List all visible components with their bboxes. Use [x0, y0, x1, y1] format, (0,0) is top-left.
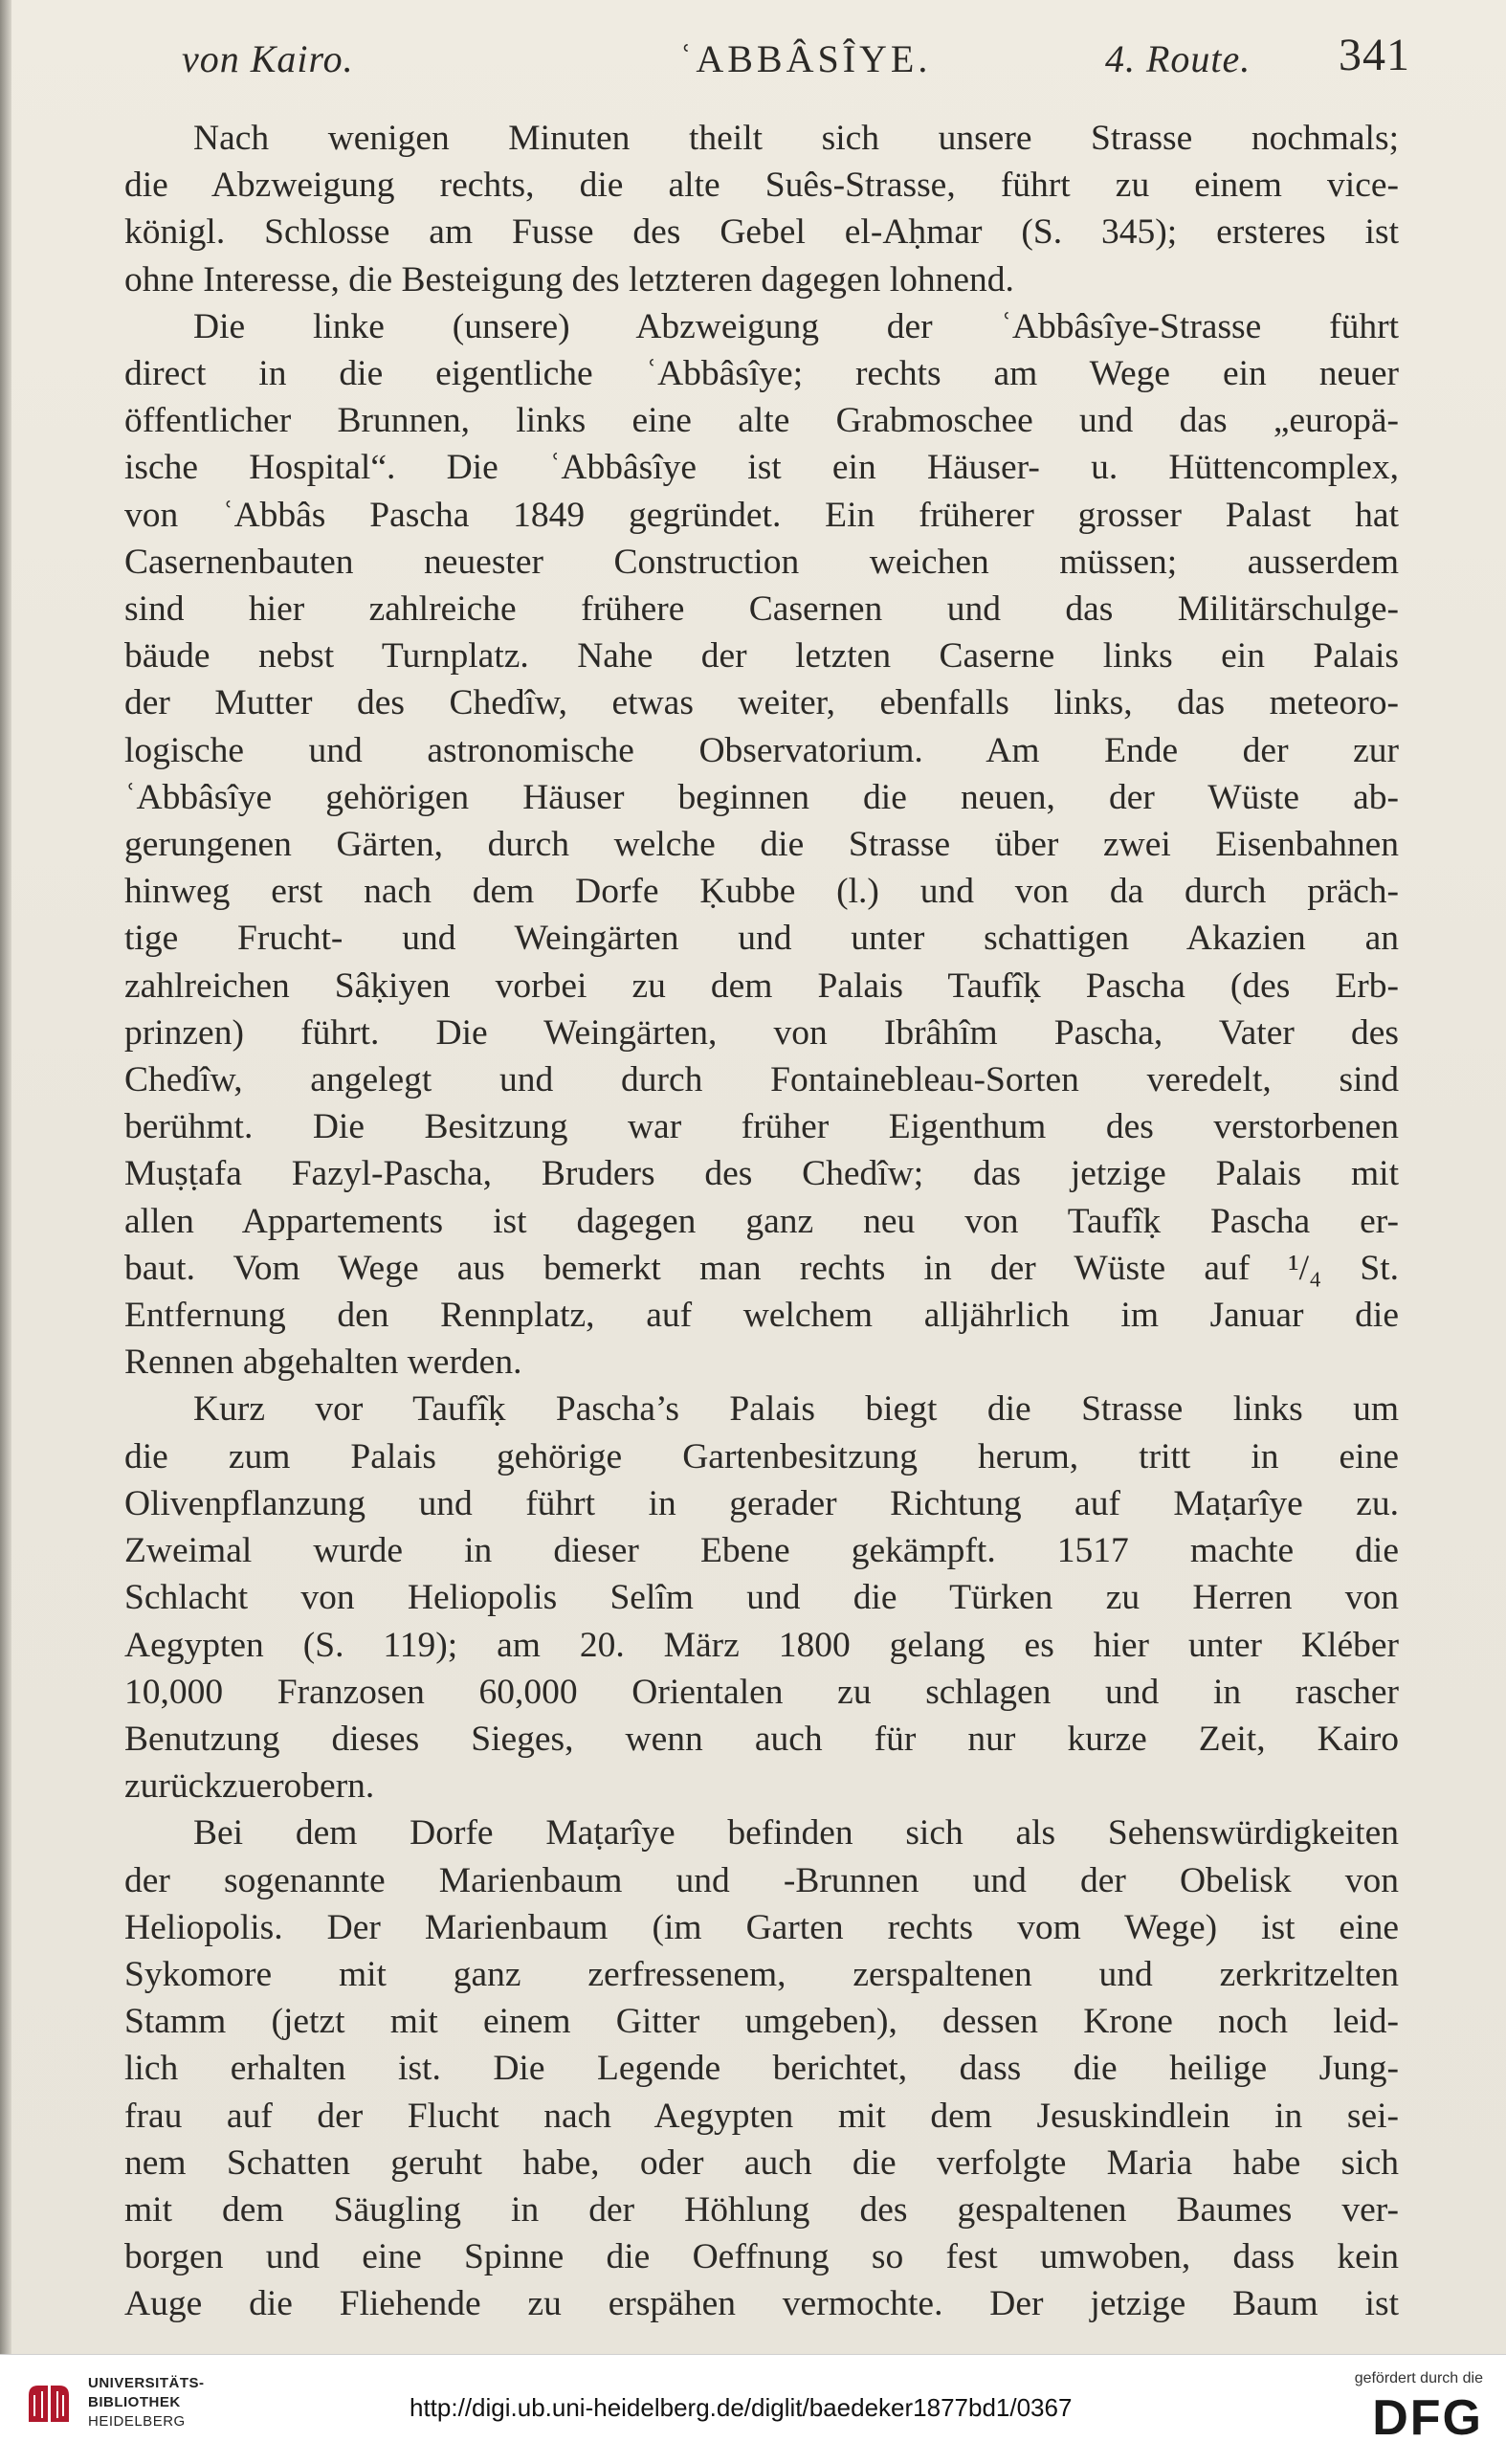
text-line: lich erhalten ist. Die Legende berichtet, dass die heilige Jung-: [124, 2049, 1399, 2089]
text-line: Die linke (unsere) Abzweigung der ʿAbbâsîye-Strasse führt: [193, 306, 1399, 346]
funder-block: [1355, 2370, 1483, 2447]
text-line: der Mutter des Chedîw, etwas weiter, ebenfalls links, das meteoro-: [124, 683, 1399, 723]
text-line: Casernenbauten neuester Construction weichen müssen; ausserdem: [124, 542, 1399, 582]
text-line: Benutzung dieses Sieges, wenn auch für nur kurze Zeit, Kairo: [124, 1719, 1399, 1759]
text-line: frau auf der Flucht nach Aegypten mit dem Jesuskindlein in sei-: [124, 2096, 1399, 2136]
text-line: sind hier zahlreiche frühere Casernen und das Militärschulge-: [124, 589, 1399, 630]
text-line: Zweimal wurde in dieser Ebene gekämpft. 1517 machte die: [124, 1531, 1399, 1571]
text-line: Heliopolis. Der Marienbaum (im Garten rechts vom Wege) ist eine: [124, 1907, 1399, 1947]
text-line: Nach wenigen Minuten theilt sich unsere Strasse nochmals;: [193, 119, 1399, 158]
text-line: Auge die Fliehende zu erspähen vermochte. Der jetzige Baum ist: [124, 2284, 1399, 2324]
text-line: die zum Palais gehörige Gartenbesitzung herum, tritt in eine: [124, 1436, 1399, 1476]
text-line: die Abzweigung rechts, die alte Suês-Strasse, führt zu einem vice-: [124, 166, 1399, 206]
library-name-line3: HEIDELBERG: [88, 2413, 186, 2430]
text-line: hinweg erst nach dem Dorfe Ḳubbe (l.) und von da durch präch-: [124, 872, 1399, 912]
library-name-line2: BIBLIOTHEK: [88, 2394, 181, 2410]
text-line: der sogenannte Marienbaum und -Brunnen und der Obelisk von: [124, 1860, 1399, 1900]
footer-bar: [0, 2354, 1506, 2464]
header-left: von Kairo.: [182, 37, 354, 80]
text-line: berühmt. Die Besitzung war früher Eigenthum des verstorbenen: [124, 1107, 1399, 1147]
text-line: Kurz vor Taufîḳ Pascha’s Palais biegt die Strasse links um: [193, 1389, 1399, 1430]
header-center: ʿABBÂSÎYE.: [679, 37, 932, 80]
text-line: Olivenpflanzung und führt in gerader Richtung auf Maṭarîye zu.: [124, 1483, 1399, 1523]
library-name-line1: UNIVERSITÄTS-: [88, 2375, 205, 2391]
text-line: borgen und eine Spinne die Oeffnung so fest umwoben, dass kein: [124, 2237, 1399, 2277]
text-line: Muṣṭafa Fazyl-Pascha, Bruders des Chedîw; das jetzige Palais mit: [124, 1154, 1399, 1194]
text-line: Schlacht von Heliopolis Selîm und die Türken zu Herren von: [124, 1578, 1399, 1618]
header-route: 4. Route.: [1105, 37, 1251, 80]
text-line: logische und astronomische Observatorium. Am Ende der zur: [124, 730, 1399, 770]
text-line: Chedîw, angelegt und durch Fontainebleau-Sorten veredelt, sind: [124, 1060, 1399, 1100]
text-line: nem Schatten geruht habe, oder auch die verfolgte Maria habe sich: [124, 2142, 1399, 2183]
text-line: ʿAbbâsîye gehörigen Häuser beginnen die neuen, der Wüste ab-: [124, 777, 1399, 817]
funded-by-label: gefördert durch die: [1354, 2370, 1483, 2386]
text-line: Bei dem Dorfe Maṭarîye befinden sich als Sehenswürdigkeiten: [193, 1813, 1399, 1854]
text-line: Sykomore mit ganz zerfressenem, zerspaltenen und zerkritzelten: [124, 1954, 1399, 1994]
text-line: 10,000 Franzosen 60,000 Orientalen zu schlagen und in rascher: [124, 1672, 1399, 1712]
text-line: Aegypten (S. 119); am 20. März 1800 gelang es hier unter Kléber: [124, 1625, 1399, 1665]
text-line: allen Appartements ist dagegen ganz neu von Taufîḳ Pascha er-: [124, 1201, 1399, 1241]
text-line: ohne Interesse, die Besteigung des letzteren dagegen lohnend.: [124, 259, 1014, 300]
running-header: [182, 21, 1410, 88]
body-text: [124, 115, 1399, 2328]
text-line: Stamm (jetzt mit einem Gitter umgeben), dessen Krone noch leid-: [124, 2002, 1399, 2042]
text-line: Rennen abgehalten werden.: [124, 1343, 522, 1383]
library-name: [88, 2374, 205, 2431]
text-line: zahlreichen Sâḳiyen vorbei zu dem Palais Taufîḳ Pascha (des Erb-: [124, 966, 1399, 1006]
text-line: ische Hospital“. Die ʿAbbâsîye ist ein Häuser- u. Hüttencomplex,: [124, 448, 1399, 488]
page-number: 341: [1339, 30, 1410, 80]
text-line: zurückzuerobern.: [124, 1766, 375, 1807]
text-line: prinzen) führt. Die Weingärten, von Ibrâhîm Pascha, Vater des: [124, 1012, 1399, 1053]
text-line: mit dem Säugling in der Höhlung des gespaltenen Baumes ver-: [124, 2189, 1399, 2230]
text-line: direct in die eigentliche ʿAbbâsîye; rechts am Wege ein neuer: [124, 354, 1399, 394]
scan-edge-shadow: [0, 0, 11, 2354]
dfg-logo: DFG: [1372, 2390, 1483, 2446]
text-line: königl. Schlosse am Fusse des Gebel el-Aḥmar (S. 345); ersteres ist: [124, 212, 1399, 253]
text-line: baut. Vom Wege aus bemerkt man rechts in der Wüste auf ¹/₄ St.: [124, 1248, 1399, 1288]
permalink-url[interactable]: http://digi.ub.uni-heidelberg.de/diglit/baedeker1877bd1/0367: [410, 2393, 1073, 2422]
text-line: gerungenen Gärten, durch welche die Strasse über zwei Eisenbahnen: [124, 825, 1399, 865]
text-line: öffentlicher Brunnen, links eine alte Grabmoschee und das „europä-: [124, 401, 1399, 441]
text-line: von ʿAbbâs Pascha 1849 gegründet. Ein früherer grosser Palast hat: [124, 495, 1399, 535]
university-library-logo-icon: [19, 2376, 77, 2433]
text-line: Entfernung den Rennplatz, auf welchem alljährlich im Januar die: [124, 1296, 1399, 1336]
text-line: bäude nebst Turnplatz. Nahe der letzten Caserne links ein Palais: [124, 636, 1399, 677]
text-line: tige Frucht- und Weingärten und unter schattigen Akazien an: [124, 919, 1399, 959]
